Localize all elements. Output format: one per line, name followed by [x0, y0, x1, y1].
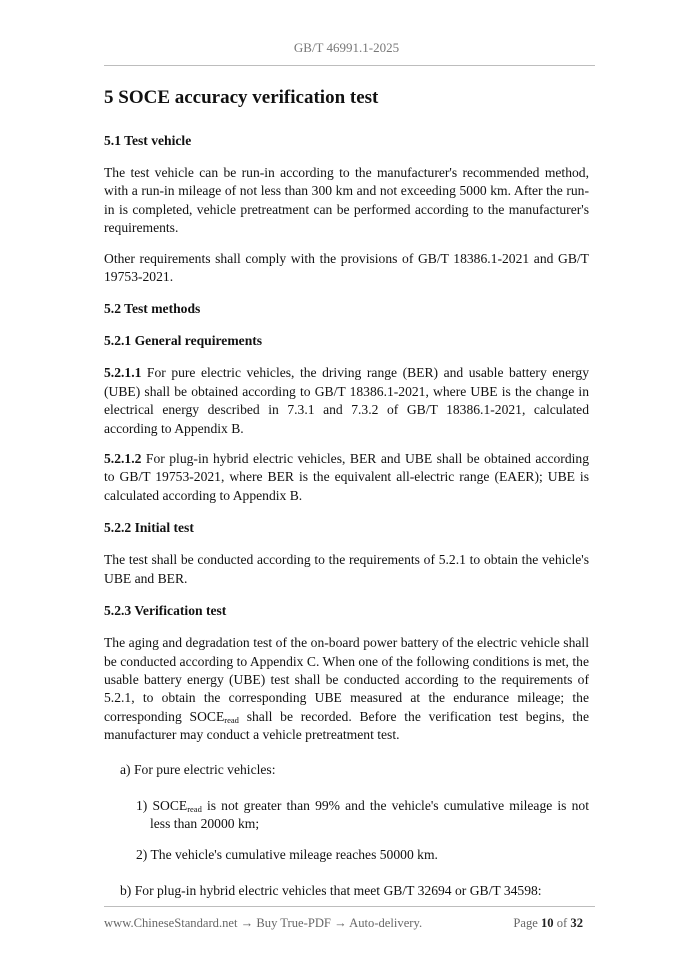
footer-divider — [104, 906, 595, 907]
page-indicator — [513, 916, 583, 931]
page-number: 10 — [541, 916, 554, 930]
text-run: is not greater than 99% and the vehicle's cumulative mileage is not less than 20000 km; — [150, 797, 589, 832]
paragraph-5-1-a: The test vehicle can be run-in according to the manufacturer's recommended method, with a run-in mileage of not less than 300 km and not exceeding 5000 km. After the run-in is completed, vehicle pretreatment can be performed according to the manufacturer's requirements. — [104, 165, 589, 236]
clause-text: For pure electric vehicles, the driving range (BER) and usable battery energy (UBE) shall be obtained according to GB/T 18386.1-2021, where UBE is the change in electrical energy described in 7.3.1 and 7.3.2 of GB/T 18386.1-2021, calculated according to Appendix B. — [104, 365, 589, 436]
page-header: GB/T 46991.1-2025 — [293, 40, 400, 55]
list-item-a: a) For pure electric vehicles: — [120, 761, 276, 777]
heading-5-2-2: 5.2.2 Initial test — [104, 520, 194, 536]
list-item-2: 2) The vehicle's cumulative mileage reaches 50000 km. — [136, 846, 438, 862]
section-title: 5 SOCE accuracy verification test — [104, 87, 379, 108]
clause-number: 5.2.1.1 — [104, 365, 142, 381]
text-run: The aging and degradation test of the on-board power battery of the electric vehicle shall be conducted according to Appendix C. When one of the following conditions is met, the usable battery energy (UBE) test shall be conducted according to the requirements of 5.2.1, to obtain the corresponding UBE measured at the endurance mileage; the corresponding SOCE — [104, 635, 589, 724]
paragraph-5-2-2: The test shall be conducted according to the requirements of 5.2.1 to obtain the vehicle's UBE and BER. — [104, 552, 589, 586]
page-label: Page — [513, 916, 538, 930]
clause-5-2-1-1 — [104, 364, 589, 438]
paragraph-5-2-3 — [104, 634, 589, 744]
of-label: of — [556, 916, 568, 930]
clause-text: For plug-in hybrid electric vehicles, BER and UBE shall be obtained according to GB/T 19753-2021, where BER is the equivalent all-electric range (EAER); UBE is calculated according to Appendix B. — [104, 451, 589, 503]
heading-5-2: 5.2 Test methods — [104, 301, 201, 317]
heading-5-2-3: 5.2.3 Verification test — [104, 603, 227, 619]
heading-5-2-1: 5.2.1 General requirements — [104, 333, 263, 349]
paragraph-5-1-b: Other requirements shall comply with the provisions of GB/T 18386.1-2021 and GB/T 19753-2021. — [104, 250, 589, 285]
clause-number: 5.2.1.2 — [104, 451, 142, 467]
footer-promo — [104, 916, 422, 931]
page-body — [104, 86, 589, 901]
subscript: read — [187, 803, 202, 814]
header-divider — [104, 65, 595, 66]
subscript: read — [224, 714, 239, 725]
list-item-b: b) For plug-in hybrid electric vehicles that meet GB/T 32694 or GB/T 34598: — [120, 883, 542, 899]
page-total: 32 — [570, 916, 583, 930]
footer-promo-text: → Buy True-PDF → Auto-delivery. — [237, 916, 423, 930]
list-item-1 — [136, 797, 589, 834]
text-run: 1) SOCE — [136, 797, 188, 813]
site-link[interactable]: www.ChineseStandard.net — [104, 916, 238, 930]
heading-5-1: 5.1 Test vehicle — [104, 133, 192, 148]
clause-5-2-1-2 — [104, 450, 589, 505]
text-run: shall be recorded. Before the verification test begins, the manufacturer may conduct a vehicle pretreatment test. — [104, 708, 589, 743]
